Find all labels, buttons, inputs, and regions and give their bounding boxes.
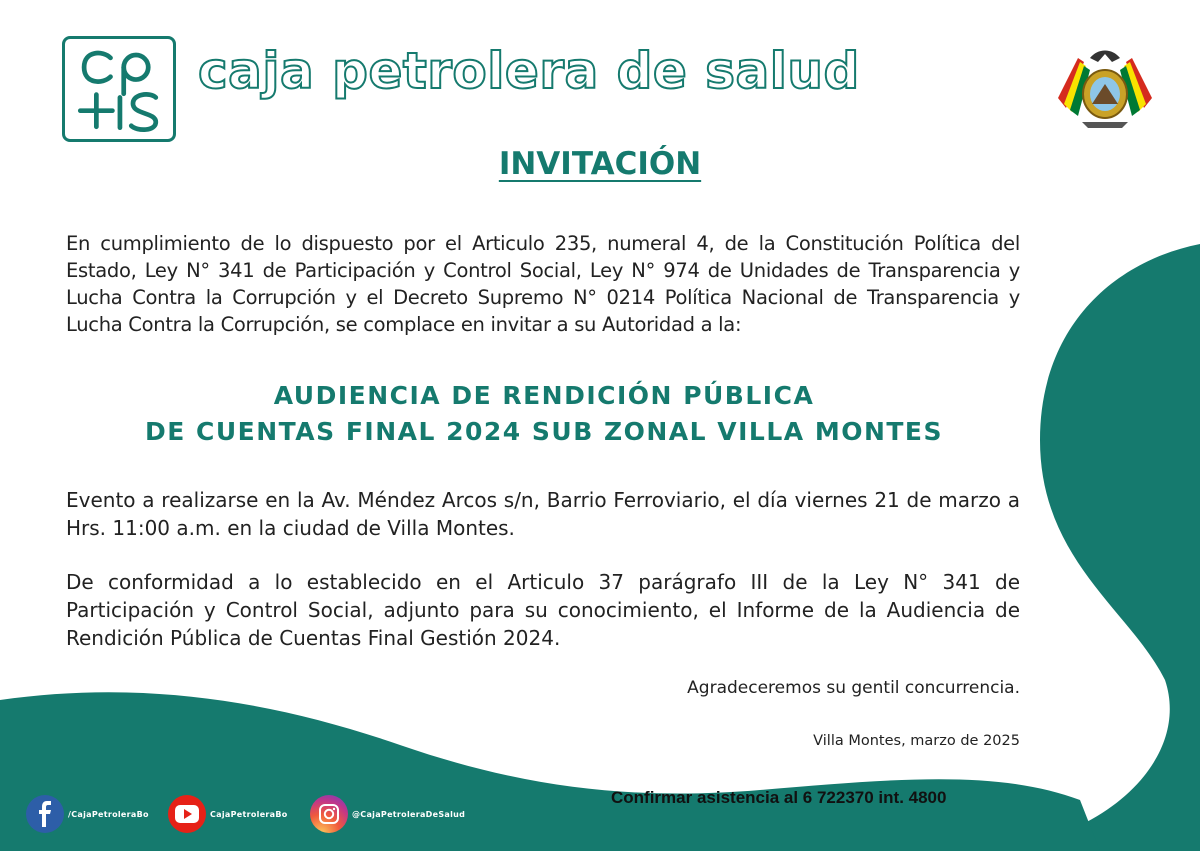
youtube-handle[interactable]: CajaPetroleraBo: [210, 809, 288, 819]
event-title: [0, 378, 1088, 450]
event-details-paragraph: Evento a realizarse en la Av. Méndez Arcos s/n, Barrio Ferroviario, el día viernes 21 de marzo a Hrs. 11:00 a.m. en la ciudad de Villa Montes.: [66, 488, 1020, 540]
social-youtube[interactable]: [168, 795, 288, 833]
social-instagram[interactable]: [310, 795, 465, 833]
place-date: Villa Montes, marzo de 2025: [813, 733, 1020, 749]
social-facebook[interactable]: [26, 795, 149, 833]
facebook-icon[interactable]: [26, 795, 64, 833]
cps-logo: [62, 36, 176, 142]
intro-paragraph: En cumplimiento de lo dispuesto por el Articulo 235, numeral 4, de la Constitución Política del Estado, Ley N° 341 de Participación y Control Social, Ley N° 974 de Unidades de Transparencia y Lucha Contra la Corrupción y el Decreto Supremo N° 0214 Política Nacional de Transparencia y Lucha Contra la Corrupción, se complace en invitar a su Autoridad a la:: [66, 232, 1020, 336]
event-title-line-2: DE CUENTAS FINAL 2024 SUB ZONAL VILLA MONTES: [144, 417, 944, 446]
page-title: INVITACIÓN: [498, 146, 702, 182]
instagram-handle[interactable]: @CajaPetroleraDeSalud: [352, 809, 466, 819]
brand-name: caja petrolera de salud: [198, 42, 860, 100]
conformity-paragraph: De conformidad a lo establecido en el Articulo 37 parágrafo III de la Ley N° 341 de Participación y Control Social, adjunto para su conocimiento, el Informe de la Audiencia de Rendición Pública de Cuentas Final Gestión 2024.: [66, 570, 1020, 650]
event-title-line-1: AUDIENCIA DE RENDICIÓN PÚBLICA: [273, 381, 815, 410]
youtube-icon[interactable]: [168, 795, 206, 833]
confirm-attendance: Confirmar asistencia al 6 722370 int. 4800: [611, 788, 947, 807]
facebook-handle[interactable]: /CajaPetroleraBo: [68, 809, 149, 819]
bolivia-coat-of-arms-icon: [1050, 38, 1160, 132]
thanks-text: Agradeceremos su gentil concurrencia.: [687, 678, 1020, 698]
instagram-icon[interactable]: [310, 795, 348, 833]
cps-logo-icon: [65, 39, 173, 139]
